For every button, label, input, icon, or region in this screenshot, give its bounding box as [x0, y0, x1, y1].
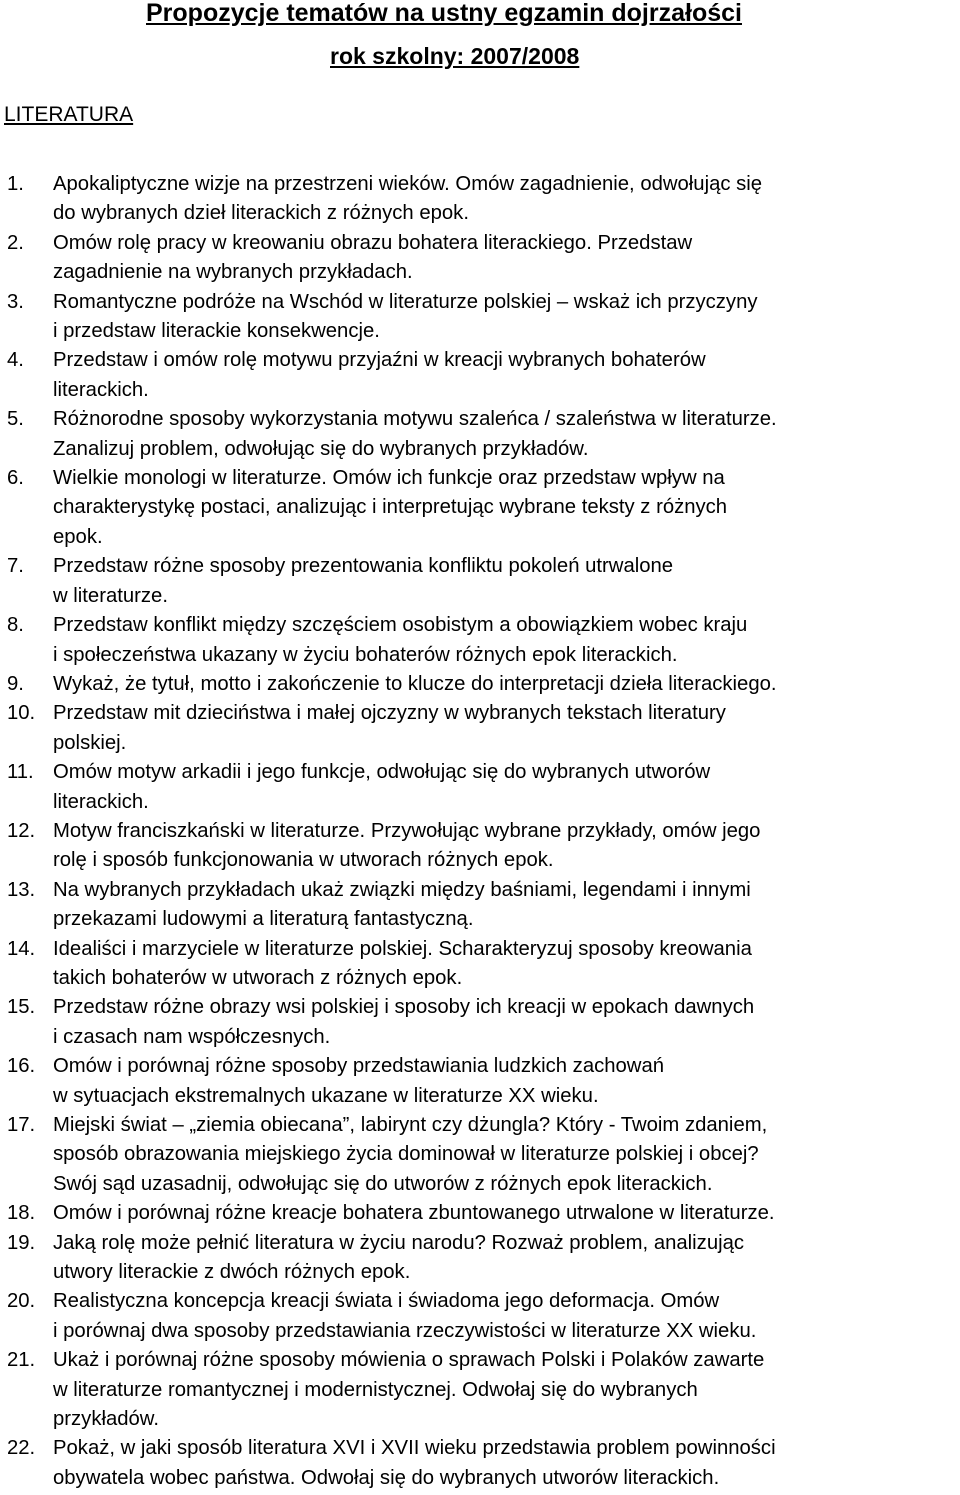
topic-text: Na wybranych przykładach ukaż związki między baśniami, legendami i innymi przekazami ludowymi a literaturą fantastyczną.	[53, 878, 751, 931]
topic-text: Ukaż i porównaj różne sposoby mówienia o sprawach Polski i Polaków zawarte w literaturze romantycznej i modernistycznej. Odwołaj się do wybranych przykładów.	[53, 1349, 765, 1431]
topic-number: 20.	[7, 1290, 36, 1313]
topic-text: Idealiści i marzyciele w literaturze polskiej. Scharakteryzuj sposoby kreowania takich bohaterów w utworach z różnych epok.	[53, 937, 752, 989]
topic-item	[0, 699, 960, 758]
topic-text: Pokaż, w jaki sposób literatura XVI i XVII wieku przedstawia problem powinności obywatela wobec państwa. Odwołaj się do wybranych utworów literackich.	[53, 1437, 776, 1489]
topic-item	[0, 1199, 960, 1228]
school-year-subtitle: rok szkolny: 2007/2008	[330, 43, 580, 69]
topic-text: Przedstaw mit dzieciństwa i małej ojczyzny w wybranych tekstach literatury polskiej.	[53, 702, 726, 754]
topic-list	[0, 170, 960, 1493]
topic-item	[0, 758, 960, 817]
topic-item	[0, 170, 960, 229]
topic-number: 1.	[7, 173, 24, 195]
topic-text: Romantyczne podróże na Wschód w literaturze polskiej – wskaż ich przyczyny i przedstaw literackie konsekwencje.	[53, 290, 758, 343]
topic-number: 17.	[7, 1114, 36, 1136]
topic-item	[0, 552, 960, 611]
topic-item	[0, 1434, 960, 1493]
topic-number: 8.	[7, 614, 24, 637]
topic-text: Przedstaw różne sposoby prezentowania konfliktu pokoleń utrwalone w literaturze.	[53, 555, 674, 607]
topic-text: Różnorodne sposoby wykorzystania motywu szaleńca / szaleństwa w literaturze. Zanalizuj problem, odwołując się do wybranych przykładów.	[53, 408, 777, 460]
topic-number: 22.	[7, 1437, 36, 1460]
topic-item	[0, 935, 960, 994]
topic-item	[0, 1287, 960, 1346]
topic-item	[0, 876, 960, 935]
topic-item	[0, 1346, 960, 1434]
topic-number: 21.	[7, 1349, 36, 1372]
topic-number: 19.	[7, 1231, 36, 1254]
topic-number: 7.	[7, 555, 24, 578]
topic-item	[0, 346, 960, 405]
topic-item	[0, 993, 960, 1052]
topic-item	[0, 670, 960, 699]
topic-item	[0, 288, 960, 347]
topic-number: 2.	[7, 231, 24, 254]
topic-number: 9.	[7, 672, 24, 695]
topic-text: Omów rolę pracy w kreowaniu obrazu bohatera literackiego. Przedstaw zagadnienie na wybranych przykładach.	[53, 231, 693, 284]
topic-item	[0, 1229, 960, 1288]
topic-number: 11.	[7, 761, 34, 784]
topic-item	[0, 464, 960, 552]
section-heading: LITERATURA	[4, 103, 134, 126]
topic-text: Omów i porównaj różne sposoby przedstawiania ludzkich zachowań w sytuacjach ekstremalnych ukazane w literaturze XX wieku.	[53, 1055, 665, 1107]
topic-number: 12.	[7, 819, 36, 842]
topic-number: 6.	[7, 467, 24, 490]
topic-text: Przedstaw i omów rolę motywu przyjaźni w kreacji wybranych bohaterów literackich.	[53, 349, 706, 401]
topic-number: 16.	[7, 1055, 36, 1078]
topic-text: Miejski świat – „ziemia obiecana”, labirynt czy dżungla? Który - Twoim zdaniem, sposób obrazowania miejskiego życia dominował w literaturze polskiej i obcej? Swój sąd uzasadnij, odwołując się do utworów z różnych epok literackich.	[53, 1114, 768, 1195]
topic-number: 5.	[7, 408, 24, 431]
topic-text: Apokaliptyczne wizje na przestrzeni wieków. Omów zagadnienie, odwołując się do wybranych dzieł literackich z różnych epok.	[53, 173, 763, 225]
topic-item	[0, 1052, 960, 1111]
topic-number: 14.	[7, 937, 36, 960]
topic-number: 4.	[7, 349, 24, 372]
topic-text: Realistyczna koncepcja kreacji świata i świadoma jego deformacja. Omów i porównaj dwa sposoby przedstawiania rzeczywistości w literaturze XX wieku.	[53, 1290, 757, 1342]
topic-item	[0, 405, 960, 464]
topic-number: 13.	[7, 878, 36, 901]
topic-text: Motyw franciszkański w literaturze. Przywołując wybrane przykłady, omów jego rolę i sposób funkcjonowania w utworach różnych epok.	[53, 819, 761, 872]
topic-text: Wielkie monologi w literaturze. Omów ich funkcje oraz przedstaw wpływ na charakterystykę postaci, analizując i interpretując wybrane teksty z różnych epok.	[53, 467, 728, 548]
topic-item	[0, 817, 960, 876]
topic-text: Jaką rolę może pełnić literatura w życiu narodu? Rozważ problem, analizując utwory literackie z dwóch różnych epok.	[53, 1231, 745, 1284]
topic-text: Przedstaw konflikt między szczęściem osobistym a obowiązkiem wobec kraju i społeczeństwa ukazany w życiu bohaterów różnych epok literackich.	[53, 614, 748, 666]
topic-item	[0, 1111, 960, 1199]
topic-number: 18.	[7, 1202, 36, 1225]
topic-text: Wykaż, że tytuł, motto i zakończenie to klucze do interpretacji dzieła literackiego.	[53, 672, 777, 695]
topic-text: Przedstaw różne obrazy wsi polskiej i sposoby ich kreacji w epokach dawnych i czasach nam współczesnych.	[53, 996, 755, 1048]
topic-text: Omów i porównaj różne kreacje bohatera zbuntowanego utrwalone w literaturze.	[53, 1202, 775, 1225]
topic-text: Omów motyw arkadii i jego funkcje, odwołując się do wybranych utworów literackich.	[53, 761, 711, 813]
topic-number: 3.	[7, 290, 24, 313]
document-title: Propozycje tematów na ustny egzamin dojrzałości	[146, 0, 742, 27]
topic-number: 10.	[7, 702, 36, 725]
topic-item	[0, 229, 960, 288]
topic-item	[0, 611, 960, 670]
topic-number: 15.	[7, 996, 36, 1019]
